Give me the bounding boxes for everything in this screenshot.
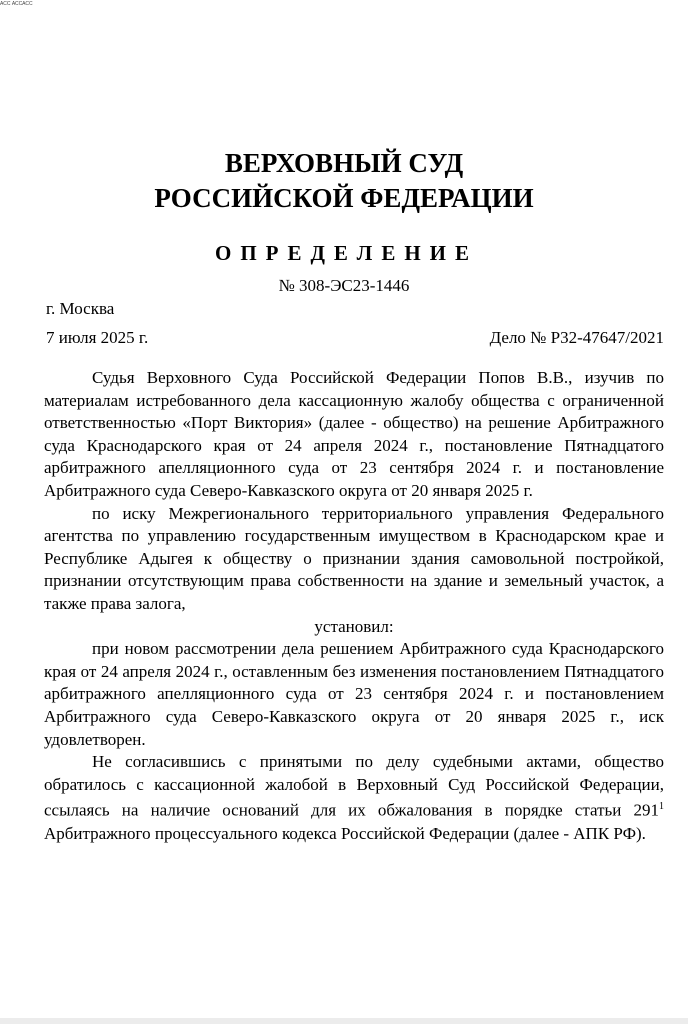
city: г. Москва [46,299,115,318]
paragraph-intro: Судья Верховного Суда Российской Федерации Попов В.В., изучив по материалам истребованного дела кассационную жалобу общества с ограниченной ответственностью «Порт Виктория» (далее - общество) на решение Арбитражного суда Краснодарского края от 24 апреля 2024 г., постановление Пятнадцатого арбитражного апелляционного суда от 23 сентября 2024 г. и постановление Арбитражного суда Северо-Кавказского округа от 20 января 2025 г. [44,368,664,500]
page-bottom-edge [0,1018,688,1024]
paragraph-appeal [44,751,664,845]
article-superscript: 1 [659,801,664,813]
appeal-text-rest: Арбитражного процессуального кодекса Российской Федерации (далее - АПК РФ). [44,823,646,843]
document-type-heading: ОПРЕДЕЛЕНИЕ [214,241,478,265]
corner-mark: АСС АССАСС [0,1,33,7]
document-date: 7 июля 2025 г. [46,328,149,347]
document-number: № 308-ЭС23-1446 [278,276,410,295]
paragraph-decision: при новом рассмотрении дела решением Арбитражного суда Краснодарского края от 24 апреля 2024 г., оставленным без изменения постановлением Пятнадцатого арбитражного апелляционного суда от 23 сентября 2024 г. и постановлением Арбитражного суда Северо-Кавказского округа от 20 января 2025 г., иск удовлетворен. [44,639,664,749]
appeal-text: Не согласившись с принятыми по делу судебными актами, общество обратилось с кассационной жалобой в Верховный Суд Российской Федерации, ссылаясь на наличие оснований для их обжалования в порядке статьи 291 [44,752,664,820]
paragraph-established: установил: [314,616,394,636]
document-body [44,367,664,845]
case-number: Дело № Р32-47647/2021 [489,328,664,347]
court-name-line-1: ВЕРХОВНЫЙ СУД [224,148,464,178]
court-name-line-2: РОССИЙСКОЙ ФЕДЕРАЦИИ [154,183,534,213]
paragraph-claim: по иску Межрегионального территориального управления Федерального агентства по управлению государственным имуществом в Краснодарском крае и Республике Адыгея к обществу о признании здания самовольной постройкой, признании отсутствующим права собственности на здание и земельный участок, а также права залога, [44,503,664,613]
